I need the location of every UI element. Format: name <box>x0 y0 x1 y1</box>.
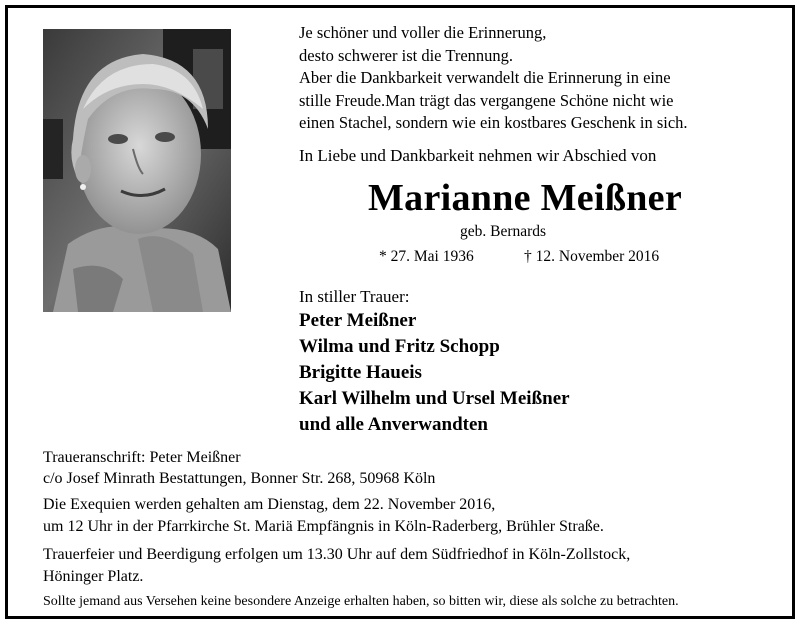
mourner-name: Peter Meißner <box>299 310 417 331</box>
deceased-name: Marianne Meißner <box>368 177 683 219</box>
portrait-image <box>43 29 231 312</box>
portrait-photo <box>43 29 231 312</box>
undertaker-address: c/o Josef Minrath Bestattungen, Bonner Str. 268, 50968 Köln <box>43 470 436 487</box>
mourner-name: Wilma und Fritz Schopp <box>299 336 500 357</box>
mourner-name: Karl Wilhelm und Ursel Meißner <box>299 388 570 409</box>
obituary-frame <box>5 5 795 619</box>
exequien-location: um 12 Uhr in der Pfarrkirche St. Mariä Empfängnis in Köln-Raderberg, Brühler Straße. <box>43 518 604 535</box>
mourner-name: Brigitte Haueis <box>299 362 422 383</box>
poem-line: Aber die Dankbarkeit verwandelt die Erinnerung in eine <box>299 68 671 87</box>
maiden-name: geb. Bernards <box>460 223 547 240</box>
memorial-poem <box>299 22 688 135</box>
exequien-date: Die Exequien werden gehalten am Dienstag, dem 22. November 2016, <box>43 496 496 513</box>
mourner-name: und alle Anverwandten <box>299 414 488 435</box>
mourners-list <box>299 308 570 438</box>
birth-date: * 27. Mai 1936 <box>379 248 474 265</box>
funeral-location: Höninger Platz. <box>43 568 144 585</box>
notice-text: Sollte jemand aus Versehen keine besondere Anzeige erhalten haben, so bitten wir, diese als solche zu betrachten. <box>43 594 679 609</box>
death-date: † 12. November 2016 <box>524 248 660 265</box>
mourning-label: In stiller Trauer: <box>299 287 410 306</box>
mourning-address: Traueranschrift: Peter Meißner <box>43 449 241 466</box>
poem-line: einen Stachel, sondern wie ein kostbares Geschenk in sich. <box>299 113 688 132</box>
farewell-intro: In Liebe und Dankbarkeit nehmen wir Abschied von <box>299 146 657 165</box>
poem-line: stille Freude.Man trägt das vergangene Schöne nicht wie <box>299 90 674 110</box>
poem-line: desto schwerer ist die Trennung. <box>299 45 514 65</box>
funeral-info: Trauerfeier und Beerdigung erfolgen um 13.30 Uhr auf dem Südfriedhof in Köln-Zollstock, <box>43 546 631 563</box>
poem-line: Je schöner und voller die Erinnerung, <box>299 23 547 42</box>
